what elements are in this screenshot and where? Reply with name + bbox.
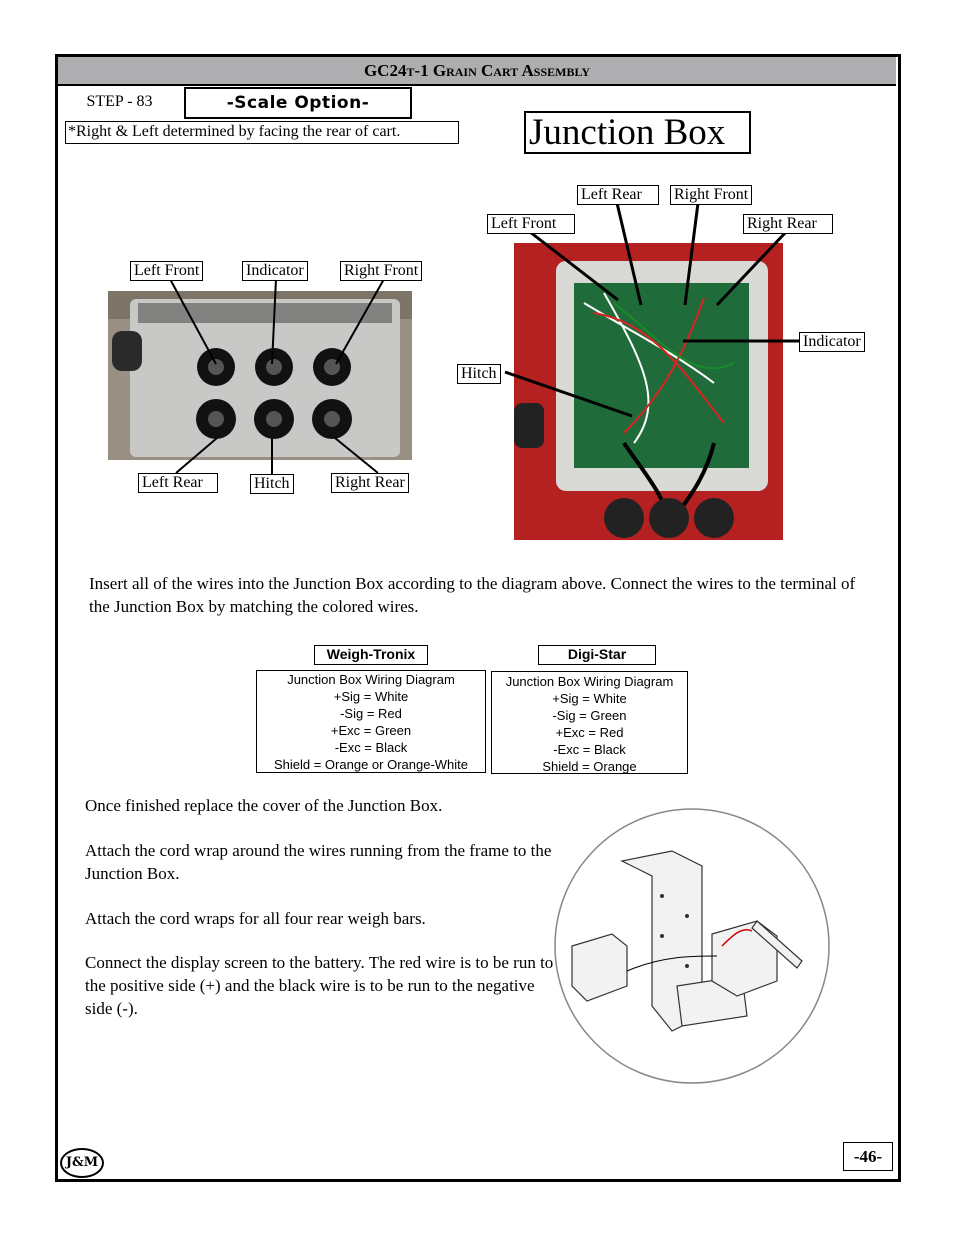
weigh-tronix-title: Weigh-Tronix [314, 645, 428, 665]
label-right-rear-open: Right Rear [743, 214, 833, 234]
digi-star-title: Digi-Star [538, 645, 656, 665]
weigh-tronix-line: Shield = Orange or Orange-White [273, 757, 469, 772]
digi-star-table [491, 671, 688, 774]
weigh-tronix-line: Junction Box Wiring Diagram [287, 672, 455, 687]
page-number: -46- [843, 1142, 893, 1171]
display-mount-illustration [552, 806, 831, 1087]
label-hitch-open: Hitch [457, 364, 501, 384]
digi-star-line: Shield = Orange [542, 759, 637, 774]
label-left-rear: Left Rear [138, 473, 218, 493]
label-left-front-open: Left Front [487, 214, 575, 234]
label-hitch: Hitch [250, 474, 294, 494]
weigh-tronix-line: +Sig = White [333, 689, 409, 704]
scale-option-title: -Scale Option- [184, 87, 412, 119]
step-text-cover: Once finished replace the cover of the Junction Box. [85, 796, 443, 815]
weigh-tronix-table [256, 670, 486, 773]
step-text-cord-wrap: Attach the cord wrap around the wires running from the frame to the Junction Box. [85, 841, 552, 883]
digi-star-line: -Exc = Black [553, 742, 626, 757]
step-label: STEP - 83 [86, 93, 153, 110]
digi-star-line: +Exc = Red [555, 725, 624, 740]
label-indicator: Indicator [242, 261, 308, 281]
step-text-battery: Connect the display screen to the battery. The red wire is to be run to the positive side (+) and the black wire is to be run to the negative side (-). [85, 953, 554, 1018]
weigh-tronix-line: -Sig = Red [340, 706, 402, 721]
digi-star-line: +Sig = White [552, 691, 627, 706]
digi-star-line: Junction Box Wiring Diagram [505, 674, 674, 689]
label-right-rear: Right Rear [331, 473, 409, 493]
label-left-rear-open: Left Rear [577, 185, 659, 205]
digi-star-line: -Sig = Green [552, 708, 627, 723]
label-right-front-open: Right Front [670, 185, 752, 205]
weigh-tronix-line: +Exc = Green [330, 723, 412, 738]
weigh-tronix-line: -Exc = Black [334, 740, 408, 755]
junction-box-title: Junction Box [524, 111, 751, 154]
jm-logo: J&M [60, 1148, 104, 1178]
wiring-instructions: Insert all of the wires into the Junction Box according to the diagram above. Connect the wires to the terminal of the Junction Box by matching the colored wires. [89, 574, 856, 616]
label-right-front: Right Front [340, 261, 422, 281]
step-text-weigh-bars: Attach the cord wraps for all four rear weigh bars. [85, 909, 426, 928]
orientation-note: *Right & Left determined by facing the rear of cart. [65, 121, 459, 144]
label-indicator-open: Indicator [799, 332, 865, 352]
label-left-front: Left Front [130, 261, 203, 281]
page-header: GC24t-1 Grain Cart Assembly [58, 57, 896, 86]
